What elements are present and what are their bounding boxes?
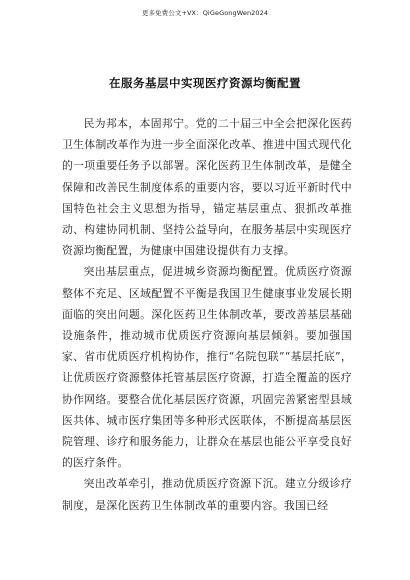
paragraph-intro: 民为邦本，本固邦宁。党的二十届三中全会把深化医药卫生体制改革作为进一步全面深化改革、推进中国式现代化的一项重要任务予以部署。深化医药卫生体制改革，是健全保障和改善民生制度体系的重要内容，要以习近平新时代中国特色社会主义思想为指导，锚定基层重点、狠抓改革推动、构建协同机制、坚持公益导向，在服务基层中实现医疗资源均衡配置，为健康中国建设提供有力支撑。 <box>62 117 352 258</box>
document-title: 在服务基层中实现医疗资源均衡配置 <box>109 76 301 90</box>
paragraph-reform-traction: 突出改革牵引，推动优质医疗资源下沉。建立分级诊疗制度，是深化医药卫生体制改革的重要内容。我国已经 <box>62 477 352 512</box>
document-body <box>62 113 352 516</box>
header-note: 更多免费公文+VX：QiGeGongWen2024 <box>141 9 269 17</box>
paragraph-grassroots-focus: 突出基层重点，促进城乡资源均衡配置。优质医疗资源整体不充足、区域配置不平衡是我国卫生健康事业发展长期面临的突出问题。深化医药卫生体制改革，要改善基层基础设施条件，推动城市优质医疗资源向基层倾斜。要加强国家、省市优质医疗机构协作，推行“名院包联”“基层托底”，让优质医疗资源整体托管基层医疗资源，打造全覆盖的医疗协作网络。要整合优化基层医疗资源，巩固完善紧密型县域医共体、城市医疗集团等多种形式医联体，不断提高基层医院管理、诊疗和服务能力，让群众在基层也能公平享受良好的医疗条件。 <box>62 265 352 470</box>
